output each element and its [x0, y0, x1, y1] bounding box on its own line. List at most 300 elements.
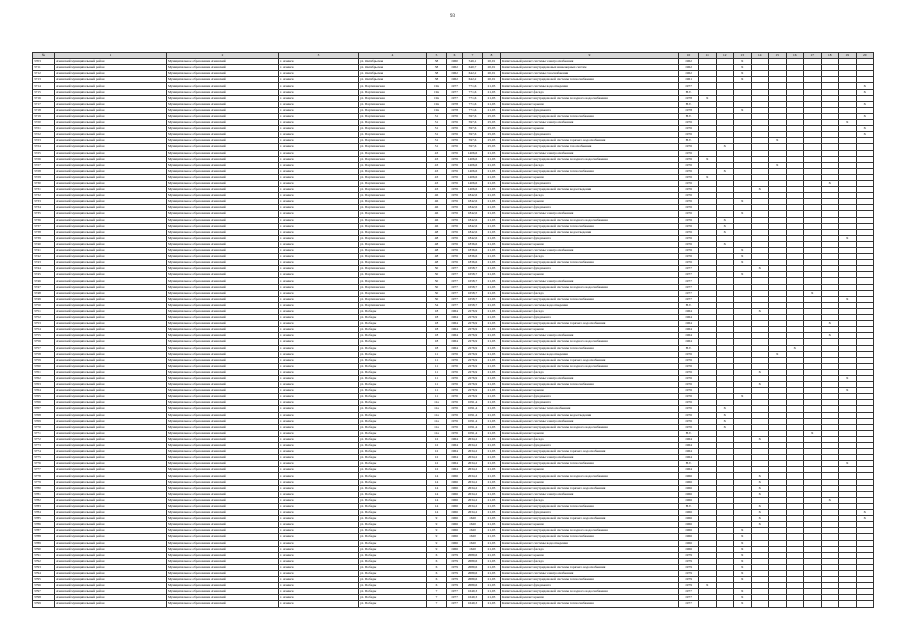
table-cell: г. Ачинск — [279, 138, 359, 144]
table-cell: Капитальный ремонт системы электроснабжения — [501, 278, 679, 284]
table-cell: г. Ачинск — [279, 339, 359, 345]
table-cell: ул. Партизанская — [359, 205, 427, 211]
table-cell: 1977 — [447, 595, 463, 601]
table-cell: Муниципальное образование Ачинский — [167, 375, 279, 381]
table-cell: ул. Победы — [359, 424, 427, 430]
table-cell: ул. Партизанская — [359, 235, 427, 241]
table-cell: Муниципальное образование Ачинский — [167, 345, 279, 351]
table-cell: 1620 — [463, 540, 483, 546]
table-cell: 2634,2 — [463, 485, 483, 491]
table-cell: Ачинский муниципальный район — [55, 485, 167, 491]
table-cell: 1658,7 — [463, 302, 483, 308]
table-cell: 6 — [427, 570, 447, 576]
table-cell: 3792 — [33, 558, 55, 564]
table-cell: 3797 — [33, 589, 55, 595]
table-cell: Муниципальное образование Ачинский — [167, 577, 279, 583]
table-cell: г. Ачинск — [279, 570, 359, 576]
table-cell: 1976 — [679, 382, 699, 388]
table-cell: Капитальный ремонт крыши — [501, 595, 679, 601]
table-cell: 48 — [427, 241, 447, 247]
table-cell: 50 — [427, 290, 447, 296]
header-cell: 1 — [55, 53, 167, 59]
table-cell: 38 — [427, 59, 447, 65]
table-cell: 1976 — [447, 150, 463, 156]
table-cell: г. Ачинск — [279, 205, 359, 211]
table-cell: 48 — [427, 260, 447, 266]
table-cell: 1976 — [679, 132, 699, 138]
table-cell: Н.Т. — [679, 461, 699, 467]
table-cell: Муниципальное образование Ачинский — [167, 156, 279, 162]
table-cell: 3752 — [33, 315, 55, 321]
table-cell: Х — [751, 491, 769, 497]
table-cell: 3785 — [33, 516, 55, 522]
table-cell: Х — [716, 217, 734, 223]
table-cell: 1406,6 — [463, 162, 483, 168]
table-cell: Муниципальное образование Ачинский — [167, 595, 279, 601]
table-cell: 3756 — [33, 339, 55, 345]
table-cell: 1976 — [679, 205, 699, 211]
table-cell: 1976 — [679, 406, 699, 412]
table-cell: г. Ачинск — [279, 187, 359, 193]
table-cell: Ачинский муниципальный район — [55, 601, 167, 607]
table-cell: Муниципальное образование Ачинский — [167, 235, 279, 241]
table-cell: Муниципальное образование Ачинский — [167, 89, 279, 95]
table-cell: 25,03 — [483, 144, 501, 150]
table-cell: 21,03 — [483, 315, 501, 321]
table-cell: Ачинский муниципальный район — [55, 369, 167, 375]
table-cell: 21,03 — [483, 400, 501, 406]
table-cell: 1976 — [447, 205, 463, 211]
table-cell: 1976 — [679, 126, 699, 132]
table-cell: г. Ачинск — [279, 467, 359, 473]
table-cell: 3766 — [33, 400, 55, 406]
table-cell: 31 — [427, 144, 447, 150]
table-cell: Муниципальное образование Ачинский — [167, 266, 279, 272]
table-cell: Ачинский муниципальный район — [55, 363, 167, 369]
table-cell: Капитальный ремонт внутридомовой системы холодного водоснабжения — [501, 589, 679, 595]
table-cell: г. Ачинск — [279, 95, 359, 101]
table-cell: Ачинский муниципальный район — [55, 595, 167, 601]
table-cell: 14 — [427, 491, 447, 497]
table-cell: 2276,9 — [463, 315, 483, 321]
table-cell: Муниципальное образование Ачинский — [167, 260, 279, 266]
table-cell: Муниципальное образование Ачинский — [167, 540, 279, 546]
table-cell: ул. Партизанская — [359, 107, 427, 113]
table-cell: 1966 — [679, 497, 699, 503]
table-cell: Муниципальное образование Ачинский — [167, 278, 279, 284]
table-cell: 21,03 — [483, 449, 501, 455]
table-cell: Х — [751, 503, 769, 509]
table-cell: Ачинский муниципальный район — [55, 77, 167, 83]
table-cell: ул. Победы — [359, 461, 427, 467]
header-cell: 11 — [699, 53, 717, 59]
table-cell: г. Ачинск — [279, 132, 359, 138]
table-cell: Капитальный ремонт фундамента — [501, 205, 679, 211]
table-cell: Муниципальное образование Ачинский — [167, 193, 279, 199]
table-cell: г. Ачинск — [279, 327, 359, 333]
table-cell: Ачинский муниципальный район — [55, 333, 167, 339]
table-cell: 3748 — [33, 290, 55, 296]
table-cell: Капитальный ремонт внутридомовой системы теплоснабжения — [501, 345, 679, 351]
table-cell: 1976 — [679, 400, 699, 406]
table-cell: Х — [734, 528, 752, 534]
table-cell: г. Ачинск — [279, 180, 359, 186]
table-cell: Ачинский муниципальный район — [55, 156, 167, 162]
table-cell: Х — [856, 516, 874, 522]
table-cell: ул. Победы — [359, 357, 427, 363]
table-cell: Капитальный ремонт крыши — [501, 552, 679, 558]
table-cell: ул. Партизанская — [359, 113, 427, 119]
table-cell: 3725 — [33, 150, 55, 156]
table-cell: 1977 — [679, 601, 699, 607]
table-cell: 1979 — [447, 570, 463, 576]
table-cell: 2276,9 — [463, 375, 483, 381]
table-cell: Х — [699, 156, 717, 162]
table-cell: 3717 — [33, 101, 55, 107]
table-cell: г. Ачинск — [279, 77, 359, 83]
table-cell: г. Ачинск — [279, 199, 359, 205]
table-cell: 25,03 — [483, 126, 501, 132]
table-cell: Муниципальное образование Ачинский — [167, 95, 279, 101]
table-cell: Муниципальное образование Ачинский — [167, 546, 279, 552]
table-cell: 21,03 — [483, 583, 501, 589]
table-cell: Капитальный ремонт внутридомовой системы водоотведения — [501, 187, 679, 193]
table-cell: Муниципальное образование Ачинский — [167, 388, 279, 394]
table-cell: ул. Победы — [359, 369, 427, 375]
table-cell: 21,03 — [483, 369, 501, 375]
table-cell: 1977 — [679, 595, 699, 601]
table-cell: Капитальный ремонт системы водоотведения — [501, 351, 679, 357]
table-cell: 21,03 — [483, 485, 501, 491]
table-cell: г. Ачинск — [279, 394, 359, 400]
table-cell: Ачинский муниципальный район — [55, 193, 167, 199]
header-cell: 14 — [751, 53, 769, 59]
table-cell: ул. Победы — [359, 363, 427, 369]
table-cell: Муниципальное образование Ачинский — [167, 357, 279, 363]
table-cell: г. Ачинск — [279, 558, 359, 564]
table-cell: 19а — [427, 89, 447, 95]
table-cell: 1976 — [447, 162, 463, 168]
table-cell: 3789 — [33, 540, 55, 546]
table-cell: Х — [734, 199, 752, 205]
table-cell: 3765 — [33, 394, 55, 400]
table-cell: 1964 — [679, 321, 699, 327]
table-cell: 1962 — [679, 65, 699, 71]
table-cell: 1977 — [447, 290, 463, 296]
table-cell: 1977 — [679, 290, 699, 296]
table-cell: ул. Партизанская — [359, 156, 427, 162]
table-cell: г. Ачинск — [279, 461, 359, 467]
table-cell: 1977 — [679, 296, 699, 302]
table-cell: 21,03 — [483, 534, 501, 540]
table-cell: Муниципальное образование Ачинский — [167, 363, 279, 369]
table-cell: Капитальный ремонт фасада — [501, 558, 679, 564]
table-cell: г. Ачинск — [279, 223, 359, 229]
table-cell: г. Ачинск — [279, 315, 359, 321]
table-cell: Муниципальное образование Ачинский — [167, 443, 279, 449]
table-cell: 1966 — [679, 522, 699, 528]
table-cell: Ачинский муниципальный район — [55, 467, 167, 473]
table-cell: 21,03 — [483, 577, 501, 583]
table-cell: Муниципальное образование Ачинский — [167, 473, 279, 479]
table-cell: 1842,6 — [463, 235, 483, 241]
table-cell: Ачинский муниципальный район — [55, 540, 167, 546]
table-cell: Муниципальное образование Ачинский — [167, 430, 279, 436]
table-cell: Капитальный ремонт фасада — [501, 290, 679, 296]
header-cell: 10 — [679, 53, 699, 59]
table-cell: г. Ачинск — [279, 491, 359, 497]
table-cell: Х — [751, 516, 769, 522]
table-cell: Ачинский муниципальный район — [55, 254, 167, 260]
table-cell: 3733 — [33, 199, 55, 205]
table-cell: 2689,6 — [463, 577, 483, 583]
table-cell: 1966 — [447, 546, 463, 552]
table-cell: 1976 — [679, 375, 699, 381]
table-cell: Муниципальное образование Ачинский — [167, 180, 279, 186]
table-cell: 21,03 — [483, 510, 501, 516]
table-cell: Муниципальное образование Ачинский — [167, 187, 279, 193]
table-cell: 1962 — [679, 59, 699, 65]
table-cell: ул. Победы — [359, 467, 427, 473]
table-cell: Капитальный ремонт внутридомовой системы водоотведения — [501, 412, 679, 418]
table-cell: 1658,7 — [463, 290, 483, 296]
table-cell: 2689,6 — [463, 583, 483, 589]
table-cell: 1964 — [679, 327, 699, 333]
table-cell: Муниципальное образование Ачинский — [167, 552, 279, 558]
table-cell: ул. Победы — [359, 473, 427, 479]
table-cell: 3758 — [33, 351, 55, 357]
table-cell: Муниципальное образование Ачинский — [167, 327, 279, 333]
table-cell: Х — [716, 229, 734, 235]
table-cell — [699, 601, 717, 607]
table-cell: 48 — [427, 248, 447, 254]
table-cell: 21,03 — [483, 503, 501, 509]
table-cell: 3738 — [33, 229, 55, 235]
table-cell: 3784 — [33, 510, 55, 516]
table-cell: Х — [716, 406, 734, 412]
table-cell: 1976 — [447, 193, 463, 199]
table-cell: 1966 — [679, 546, 699, 552]
table-cell: 12 — [427, 443, 447, 449]
table-cell: 1977 — [447, 302, 463, 308]
table-cell: 597,6 — [463, 138, 483, 144]
table-cell: 21,03 — [483, 589, 501, 595]
table-cell: г. Ачинск — [279, 59, 359, 65]
table-cell: г. Ачинск — [279, 71, 359, 77]
table-cell: Х — [734, 71, 752, 77]
table-cell: Муниципальное образование Ачинский — [167, 479, 279, 485]
table-cell: г. Ачинск — [279, 443, 359, 449]
table-cell: г. Ачинск — [279, 552, 359, 558]
table-cell: 31 — [427, 138, 447, 144]
table-cell: Капитальный ремонт фундамента — [501, 132, 679, 138]
table-cell: 48 — [427, 229, 447, 235]
table-cell: Муниципальное образование Ачинский — [167, 77, 279, 83]
table-cell — [769, 601, 787, 607]
table-cell: 2276,9 — [463, 363, 483, 369]
table-cell: 14 — [427, 473, 447, 479]
table-cell: Муниципальное образование Ачинский — [167, 339, 279, 345]
table-cell: 1964 — [447, 308, 463, 314]
table-cell: Муниципальное образование Ачинский — [167, 302, 279, 308]
table-cell: 1976 — [679, 180, 699, 186]
table-cell: г. Ачинск — [279, 156, 359, 162]
table-cell: 1977 — [447, 272, 463, 278]
table-cell: г. Ачинск — [279, 101, 359, 107]
table-cell: 6 — [427, 577, 447, 583]
table-cell: 1977 — [679, 83, 699, 89]
table-cell: 3753 — [33, 321, 55, 327]
header-cell: 9 — [501, 53, 679, 59]
table-cell: Капитальный ремонт фундамента — [501, 510, 679, 516]
header-cell: 13 — [734, 53, 752, 59]
table-cell: ул. Победы — [359, 595, 427, 601]
table-cell: Капитальный ремонт фасада — [501, 193, 679, 199]
table-cell: Капитальный ремонт фундамента — [501, 235, 679, 241]
table-cell: Капитальный ремонт внутридомовой системы теплоснабжения — [501, 77, 679, 83]
table-cell: Муниципальное образование Ачинский — [167, 101, 279, 107]
table-cell: 3762 — [33, 375, 55, 381]
table-cell: ул. Партизанская — [359, 101, 427, 107]
table-cell: ул. Партизанская — [359, 144, 427, 150]
table-cell: 1976 — [447, 168, 463, 174]
table-cell: Х — [751, 187, 769, 193]
table-cell: 38 — [427, 71, 447, 77]
table-cell: 11 — [427, 351, 447, 357]
table-cell: Муниципальное образование Ачинский — [167, 132, 279, 138]
table-cell: 3734 — [33, 205, 55, 211]
table-cell: Капитальный ремонт внутридомовой системы горячего водоснабжения — [501, 564, 679, 570]
table-cell: 21,03 — [483, 345, 501, 351]
table-cell: ул. Победы — [359, 534, 427, 540]
table-cell: 21,03 — [483, 522, 501, 528]
table-cell: 1966 — [447, 522, 463, 528]
table-cell: ул. Победы — [359, 351, 427, 357]
table-cell: 1964 — [447, 333, 463, 339]
table-cell: Муниципальное образование Ачинский — [167, 321, 279, 327]
table-cell: Х — [769, 162, 787, 168]
table-cell: г. Ачинск — [279, 248, 359, 254]
table-cell: г. Ачинск — [279, 485, 359, 491]
table-cell: 3721 — [33, 126, 55, 132]
table-cell: 1966 — [447, 510, 463, 516]
table-cell: 21,03 — [483, 327, 501, 333]
table-cell: г. Ачинск — [279, 540, 359, 546]
table-cell: 31 — [427, 113, 447, 119]
table-cell: 21,03 — [483, 266, 501, 272]
table-cell: 1976 — [447, 174, 463, 180]
table-cell: 1977 — [447, 278, 463, 284]
table-cell: г. Ачинск — [279, 479, 359, 485]
table-cell: г. Ачинск — [279, 436, 359, 442]
table-cell: Муниципальное образование Ачинский — [167, 382, 279, 388]
table-cell: 3747 — [33, 284, 55, 290]
table-cell: 3745 — [33, 272, 55, 278]
table-cell: г. Ачинск — [279, 589, 359, 595]
table-cell: Капитальный ремонт внутридомовой системы теплоснабжения — [501, 113, 679, 119]
table-cell: Муниципальное образование Ачинский — [167, 601, 279, 607]
table-cell: 1842,6 — [463, 229, 483, 235]
table-cell: Ачинский муниципальный район — [55, 583, 167, 589]
table-cell: Муниципальное образование Ачинский — [167, 126, 279, 132]
table-cell: 21,03 — [483, 546, 501, 552]
table-cell: Ачинский муниципальный район — [55, 315, 167, 321]
table-cell: 642,2 — [463, 77, 483, 83]
table-cell: 1976 — [447, 235, 463, 241]
table-cell: 3793 — [33, 564, 55, 570]
table-cell: 1964 — [447, 443, 463, 449]
table-cell: 25,03 — [483, 138, 501, 144]
table-cell: 1962 — [679, 71, 699, 77]
table-cell: г. Ачинск — [279, 174, 359, 180]
table-cell: г. Ачинск — [279, 144, 359, 150]
table-cell: 1966 — [447, 485, 463, 491]
table-cell: 11а — [427, 424, 447, 430]
table-cell: Капитальный ремонт внутридомовой системы теплоснабжения — [501, 296, 679, 302]
table-cell: Х — [699, 583, 717, 589]
table-cell: Муниципальное образование Ачинский — [167, 455, 279, 461]
table-cell: 3776 — [33, 461, 55, 467]
table-cell: 1979 — [447, 558, 463, 564]
table-cell: 3767 — [33, 406, 55, 412]
table-cell: 21,03 — [483, 357, 501, 363]
table-cell: г. Ачинск — [279, 382, 359, 388]
table-cell: ул. Победы — [359, 375, 427, 381]
table-cell: ул. Победы — [359, 522, 427, 528]
table-cell: ул. Победы — [359, 412, 427, 418]
table-cell: 1976 — [447, 229, 463, 235]
table-cell: Ачинский муниципальный район — [55, 284, 167, 290]
table-cell: г. Ачинск — [279, 107, 359, 113]
table-cell: Муниципальное образование Ачинский — [167, 491, 279, 497]
table-cell: Муниципальное образование Ачинский — [167, 59, 279, 65]
table-cell — [839, 601, 857, 607]
table-cell: Муниципальное образование Ачинский — [167, 315, 279, 321]
table-cell: 1979 — [679, 570, 699, 576]
table-cell: 1964 — [679, 443, 699, 449]
table-cell: Ачинский муниципальный район — [55, 479, 167, 485]
table-cell: 1979 — [679, 552, 699, 558]
table-cell: 19а — [427, 107, 447, 113]
table-cell: Муниципальное образование Ачинский — [167, 534, 279, 540]
table-cell: 3735 — [33, 211, 55, 217]
table-cell: 21,03 — [483, 564, 501, 570]
table-cell: Капитальный ремонт системы электроснабжения — [501, 211, 679, 217]
table-cell: г. Ачинск — [279, 430, 359, 436]
table-cell: 1966 — [447, 479, 463, 485]
table-cell: 1976 — [447, 187, 463, 193]
table-cell: 1406,6 — [463, 168, 483, 174]
table-cell: г. Ачинск — [279, 528, 359, 534]
table-cell: 1976 — [679, 388, 699, 394]
table-cell: ул. Победы — [359, 418, 427, 424]
table-cell: Капитальный ремонт системы электроснабжения — [501, 150, 679, 156]
table-cell: 3760 — [33, 363, 55, 369]
table-cell: 1976 — [447, 400, 463, 406]
table-cell: Муниципальное образование Ачинский — [167, 138, 279, 144]
table-cell: 3743 — [33, 260, 55, 266]
table-cell: 1979 — [679, 558, 699, 564]
table-cell: 1842,6 — [463, 211, 483, 217]
table-cell: 21,03 — [483, 528, 501, 534]
table-cell: 1964 — [447, 321, 463, 327]
table-cell: Капитальный ремонт крыши — [501, 430, 679, 436]
table-cell: Ачинский муниципальный район — [55, 564, 167, 570]
table-cell: Ачинский муниципальный район — [55, 89, 167, 95]
table-cell: 19а — [427, 95, 447, 101]
table-cell: 9 — [427, 522, 447, 528]
table-cell: Капитальный ремонт системы электроснабжения — [501, 120, 679, 126]
